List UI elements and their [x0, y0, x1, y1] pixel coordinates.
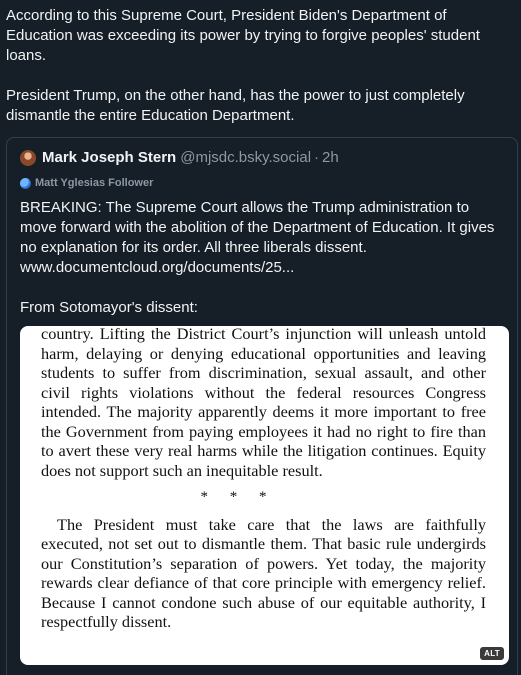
dissent-excerpt-image[interactable]	[20, 326, 509, 665]
quoted-author-name[interactable]: Mark Joseph Stern	[42, 149, 177, 166]
dissent-paragraph-1: country. Lifting the District Court’s injunction will unleash untold harm, delaying or denying educational opportunities and leaving students to suffer from discrimination, sexual assault, and other civil rights violations without the federal resources Congress intended. The majority apparently deems it more important to free the Government from paying employees it had no right to fire than to avert these very real harms while the litigation continues. Equity does not support such an inequitable result.	[41, 326, 486, 480]
avatar[interactable]	[20, 150, 36, 166]
globe-icon	[20, 178, 31, 189]
image-caption-text: From Sotomayor's dissent:	[20, 299, 198, 316]
alt-text-badge[interactable]: ALT	[480, 647, 504, 660]
quoted-post-body	[20, 198, 505, 278]
post-paragraph-2: President Trump, on the other hand, has the power to just completely dismantle the entire Education Department.	[6, 87, 465, 124]
quoted-author-handle[interactable]: @mjsdc.bsky.social	[180, 149, 312, 166]
quoted-post-text: BREAKING: The Supreme Court allows the Trump administration to move forward with the abolition of the Department of Education. It gives no explanation for its order. All three liberals dissent.	[20, 199, 495, 256]
dissent-paragraph-2: The President must take care that the laws are faithfully executed, not set out to dismantle them. That basic rule undergirds our Constitution’s separation of powers. Yet today, the majority rewards clear defiance of that core principle with emergency relief. Because I cannot condone such abuse of our equitable authority, I respectfully dissent.	[41, 514, 486, 631]
header-separator: ·	[314, 149, 320, 166]
post-timestamp[interactable]: 2h	[322, 149, 339, 166]
section-break-stars: * * *	[200, 489, 267, 505]
post-paragraph-1: According to this Supreme Court, President Biden's Department of Education was exceeding its power by trying to forgive peoples' student loans.	[6, 7, 480, 64]
quoted-post-card[interactable]	[6, 137, 518, 675]
post-text	[6, 6, 516, 146]
document-link[interactable]: www.documentcloud.org/documents/25...	[20, 259, 295, 276]
follower-badge-label: Matt Yglesias Follower	[35, 177, 154, 189]
quoted-post-header	[20, 149, 339, 166]
dissent-excerpt-text	[41, 326, 486, 632]
follower-badge	[20, 177, 153, 189]
